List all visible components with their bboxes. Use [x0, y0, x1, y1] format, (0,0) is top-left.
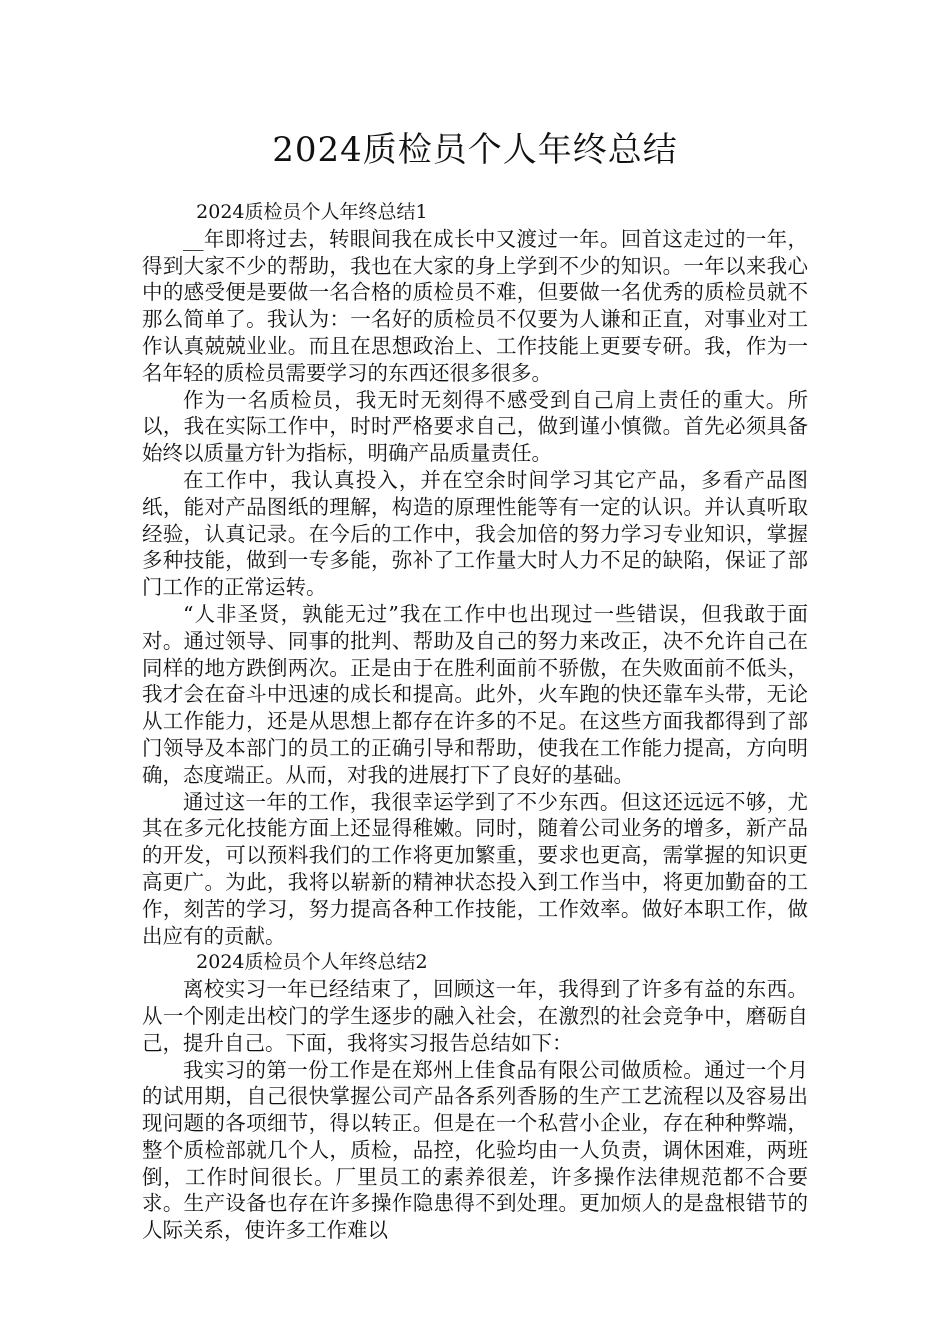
section-heading-2: 2024质检员个人年终总结2	[196, 951, 428, 974]
paragraph: 在工作中，我认真投入，并在空余时间学习其它产品，多看产品图纸，能对产品图纸的理解，构造的原理性能等有一定的认识。并认真听取经验，认真记录。在今后的工作中，我会加倍的努力学习专业知识，掌握多种技能，做到一专多能，弥补了工作量大时人力不足的缺陷，保证了部门工作的正常运转。	[142, 467, 808, 600]
paragraph: 通过这一年的工作，我很幸运学到了不少东西。但这还远远不够，尤其在多元化技能方面上还显得稚嫩。同时，随着公司业务的增多，新产品的开发，可以预料我们的工作将更加繁重，要求也更高，需掌握的知识更高更广。为此，我将以崭新的精神状态投入到工作当中，将更加勤奋的工作，刻苦的学习，努力提高各种工作技能，工作效率。做好本职工作，做出应有的贡献。	[142, 789, 808, 948]
paragraph: “人非圣贤，孰能无过”我在工作中也出现过一些错误，但我敢于面对。通过领导、同事的批判、帮助及自己的努力来改正，决不允许自己在同样的地方跌倒两次。正是由于在胜利面前不骄傲，在失败面前不低头，我才会在奋斗中迅速的成长和提高。此外，火车跑的快还靠车头带，无论从工作能力，还是从思想上都存在许多的不足。在这些方面我都得到了部门领导及本部门的员工的正确引导和帮助，使我在工作能力提高，方向明确，态度端正。从而，对我的进展打下了良好的基础。	[142, 601, 808, 787]
paragraph: 离校实习一年已经结束了，回顾这一年，我得到了许多有益的东西。从一个刚走出校门的学生逐步的融入社会，在激烈的社会竞争中，磨砺自己，提升自己。下面，我将实习报告总结如下：	[142, 977, 808, 1055]
paragraph: 我实习的第一份工作是在郑州上佳食品有限公司做质检。通过一个月的试用期，自己很快掌握公司产品各系列香肠的生产工艺流程以及容易出现问题的各项细节，得以转正。但是在一个私营小企业，存在种种弊端，整个质检部就几个人，质检，品控，化验均由一人负责，调休困难，两班倒，工作时间很长。厂里员工的素养很差，许多操作法律规范都不合要求。生产设备也存在许多操作隐患得不到处理。更加烦人的是盘根错节的人际关系，使许多工作难以	[142, 1057, 808, 1243]
paragraph: __年即将过去，转眼间我在成长中又渡过一年。回首这走过的一年，得到大家不少的帮助，我也在大家的身上学到不少的知识。一年以来我心中的感受便是要做一名合格的质检员不难，但要做一名优秀的质检员就不那么简单了。我认为：一名好的质检员不仅要为人谦和正直，对事业对工作认真兢兢业业。而且在思想政治上、工作技能上更要专研。我，作为一名年轻的质检员需要学习的东西还很多很多。	[142, 226, 808, 385]
section-heading-1: 2024质检员个人年终总结1	[196, 201, 428, 223]
paragraph: 作为一名质检员，我无时无刻得不感受到自己肩上责任的重大。所以，我在实际工作中，时时严格要求自己，做到谨小慎微。首先必须具备始终以质量方针为指标，明确产品质量责任。	[142, 387, 808, 466]
document-body	[142, 199, 808, 1244]
document-title: 2024质检员个人年终总结	[272, 130, 678, 170]
